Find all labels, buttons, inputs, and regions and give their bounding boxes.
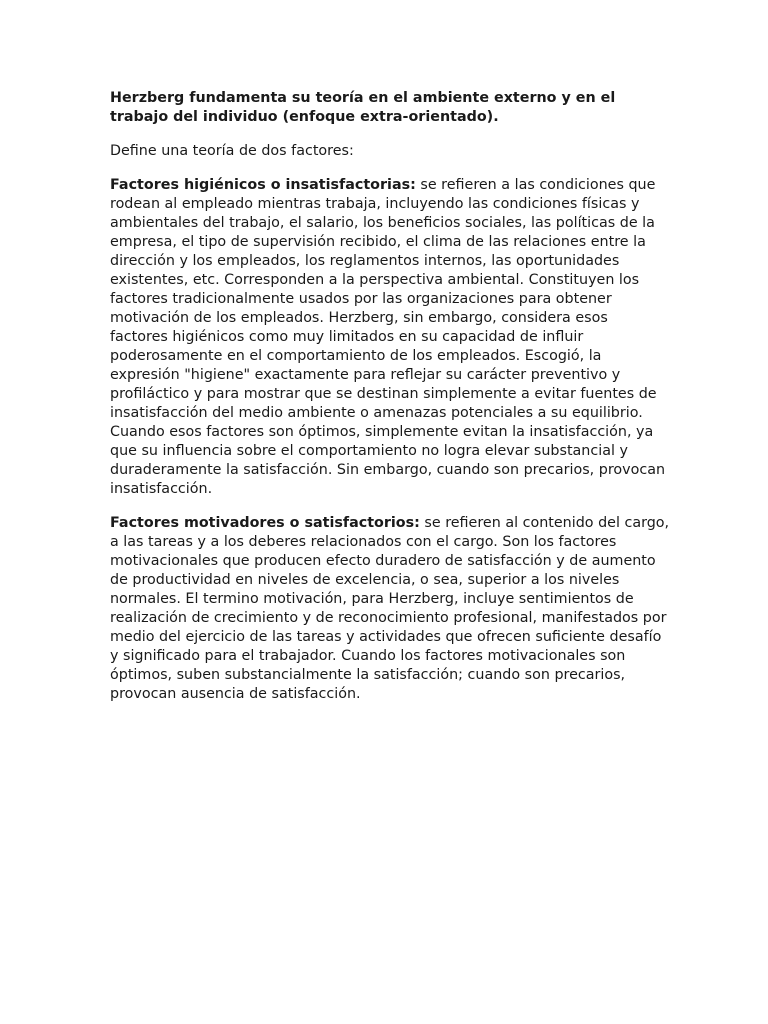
document-heading: Herzberg fundamenta su teoría en el ambiente externo y en el trabajo del individuo (enfoque extra-orientado). <box>110 90 616 125</box>
section-motivator-factors <box>110 514 670 704</box>
section-body: se refieren al contenido del cargo, a las tareas y a los deberes relacionados con el cargo. Son los factores motivacionales que producen efecto duradero de satisfacción y de aumento de productividad en niveles de excelencia, o sea, superior a los niveles normales. El termino motivación, para Herzberg, incluye sentimientos de realización de crecimiento y de reconocimiento profesional, manifestados por medio del ejercicio de las tareas y actividades que ofrecen suficiente desafío y significado para el trabajador. Cuando los factores motivacionales son óptimos, suben substancialmente la satisfacción; cuando son precarios, provocan ausencia de satisfacción. <box>110 515 670 702</box>
section-hygiene-factors <box>110 176 670 499</box>
section-body: se refieren a las condiciones que rodean al empleado mientras trabaja, incluyendo las condiciones físicas y ambientales del trabajo, el salario, los beneficios sociales, las políticas de la empresa, el tipo de supervisión recibido, el clima de las relaciones entre la dirección y los empleados, los reglamentos internos, las oportunidades existentes, etc. Corresponden a la perspectiva ambiental. Constituyen los factores tradicionalmente usados por las organizaciones para obtener motivación de los empleados. Herzberg, sin embargo, considera esos factores higiénicos como muy limitados en su capacidad de influir poderosamente en el comportamiento de los empleados. Escogió, la expresión "higiene" exactamente para reflejar su carácter preventivo y profiláctico y para mostrar que se destinan simplemente a evitar fuentes de insatisfacción del medio ambiente o amenazas potenciales a su equilibrio. Cuando esos factores son óptimos, simplemente evitan la insatisfacción, ya que su influencia sobre el comportamiento no logra elevar substancial y duraderamente la satisfacción. Sin embargo, cuando son precarios, provocan insatisfacción. <box>110 177 666 497</box>
section-lead: Factores higiénicos o insatisfactorias: <box>110 177 416 193</box>
document-page <box>110 89 670 719</box>
intro-text: Define una teoría de dos factores: <box>110 143 354 159</box>
section-lead: Factores motivadores o satisfactorios: <box>110 515 420 531</box>
